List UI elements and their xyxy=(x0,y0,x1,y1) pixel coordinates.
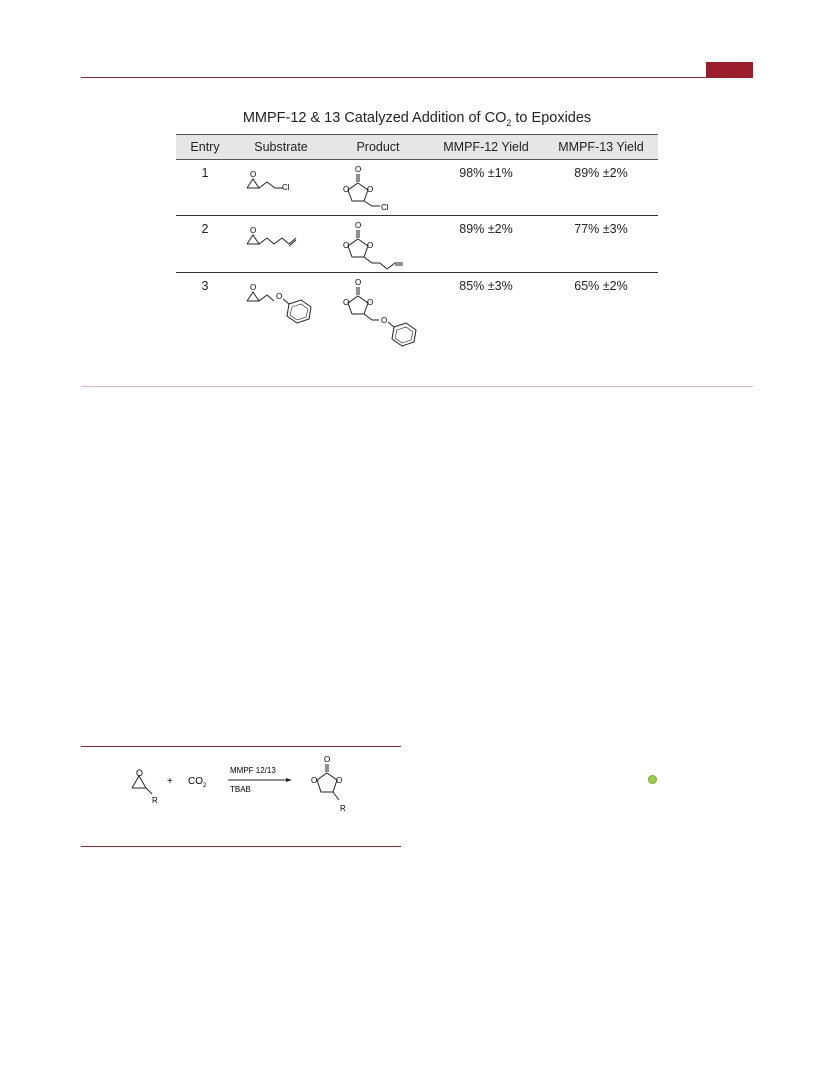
cocatalyst-label: TBAB xyxy=(230,785,251,794)
svg-text:O: O xyxy=(355,221,362,230)
svg-text:O: O xyxy=(367,241,374,250)
table-title: MMPF-12 & 13 Catalyzed Addition of $CO_2$ to Epoxides xyxy=(242,110,592,128)
header-mmpf13-yield: MMPF-13 Yield xyxy=(558,140,644,154)
top-rule xyxy=(81,77,753,78)
header-substrate: Substrate xyxy=(254,140,308,154)
plus-sign: + xyxy=(167,776,173,787)
ring-oxygen-right: O xyxy=(336,776,343,785)
mmpf13-yield: 89% ±2% xyxy=(574,166,628,180)
product-r-group: R xyxy=(340,804,346,813)
svg-text:Cl: Cl xyxy=(381,203,389,212)
svg-text:O: O xyxy=(355,165,362,174)
product-structure-phenoxymethyl-carbonate xyxy=(333,275,428,349)
header-entry: Entry xyxy=(190,140,220,154)
svg-text:O: O xyxy=(343,185,350,194)
status-dot xyxy=(648,775,657,784)
table-row xyxy=(176,160,658,216)
svg-text:O: O xyxy=(367,185,374,194)
section-divider xyxy=(81,386,753,387)
svg-text:O: O xyxy=(343,298,350,307)
header-product: Product xyxy=(356,140,400,154)
svg-text:O: O xyxy=(276,292,283,301)
mmpf12-yield: 85% ±3% xyxy=(459,279,513,293)
mmpf12-yield: 98% ±1% xyxy=(459,166,513,180)
svg-text:O: O xyxy=(381,316,388,325)
yield-table xyxy=(176,134,658,351)
catalyst-label: MMPF 12/13 xyxy=(230,766,276,775)
svg-text:Cl: Cl xyxy=(282,183,290,192)
table-header xyxy=(176,134,658,160)
svg-text:O: O xyxy=(250,283,257,292)
entry-number: 1 xyxy=(201,166,209,180)
mmpf12-yield: 89% ±2% xyxy=(459,222,513,236)
mmpf13-yield: 65% ±2% xyxy=(574,279,628,293)
scheme-top-rule xyxy=(81,746,401,747)
svg-text:O: O xyxy=(250,226,257,235)
table-row xyxy=(176,273,658,351)
entry-number: 2 xyxy=(201,222,209,236)
ring-oxygen-left: O xyxy=(311,776,318,785)
substrate-structure-phenyl-glycidyl-ether xyxy=(238,279,328,327)
svg-text:O: O xyxy=(250,170,257,179)
co2-label: $CO_2$ xyxy=(188,776,207,789)
epoxide-oxygen: O xyxy=(136,768,144,778)
product-structure-butenyl-carbonate xyxy=(333,218,428,272)
header-tab xyxy=(706,62,753,78)
svg-text:O: O xyxy=(343,241,350,250)
product-structure-chloromethyl-carbonate xyxy=(333,162,428,214)
header-mmpf12-yield: MMPF-12 Yield xyxy=(443,140,529,154)
svg-text:O: O xyxy=(367,298,374,307)
svg-text:O: O xyxy=(355,278,362,287)
entry-number: 3 xyxy=(201,279,209,293)
reaction-scheme xyxy=(120,752,360,822)
substrate-structure-butenyl-oxirane xyxy=(238,222,328,267)
epoxide-r-group: R xyxy=(152,796,158,805)
scheme-bottom-rule xyxy=(81,846,401,847)
carbonyl-oxygen: O xyxy=(324,755,331,764)
table-row xyxy=(176,216,658,273)
substrate-structure-chloromethyl-oxirane xyxy=(238,166,328,211)
mmpf13-yield: 77% ±3% xyxy=(574,222,628,236)
